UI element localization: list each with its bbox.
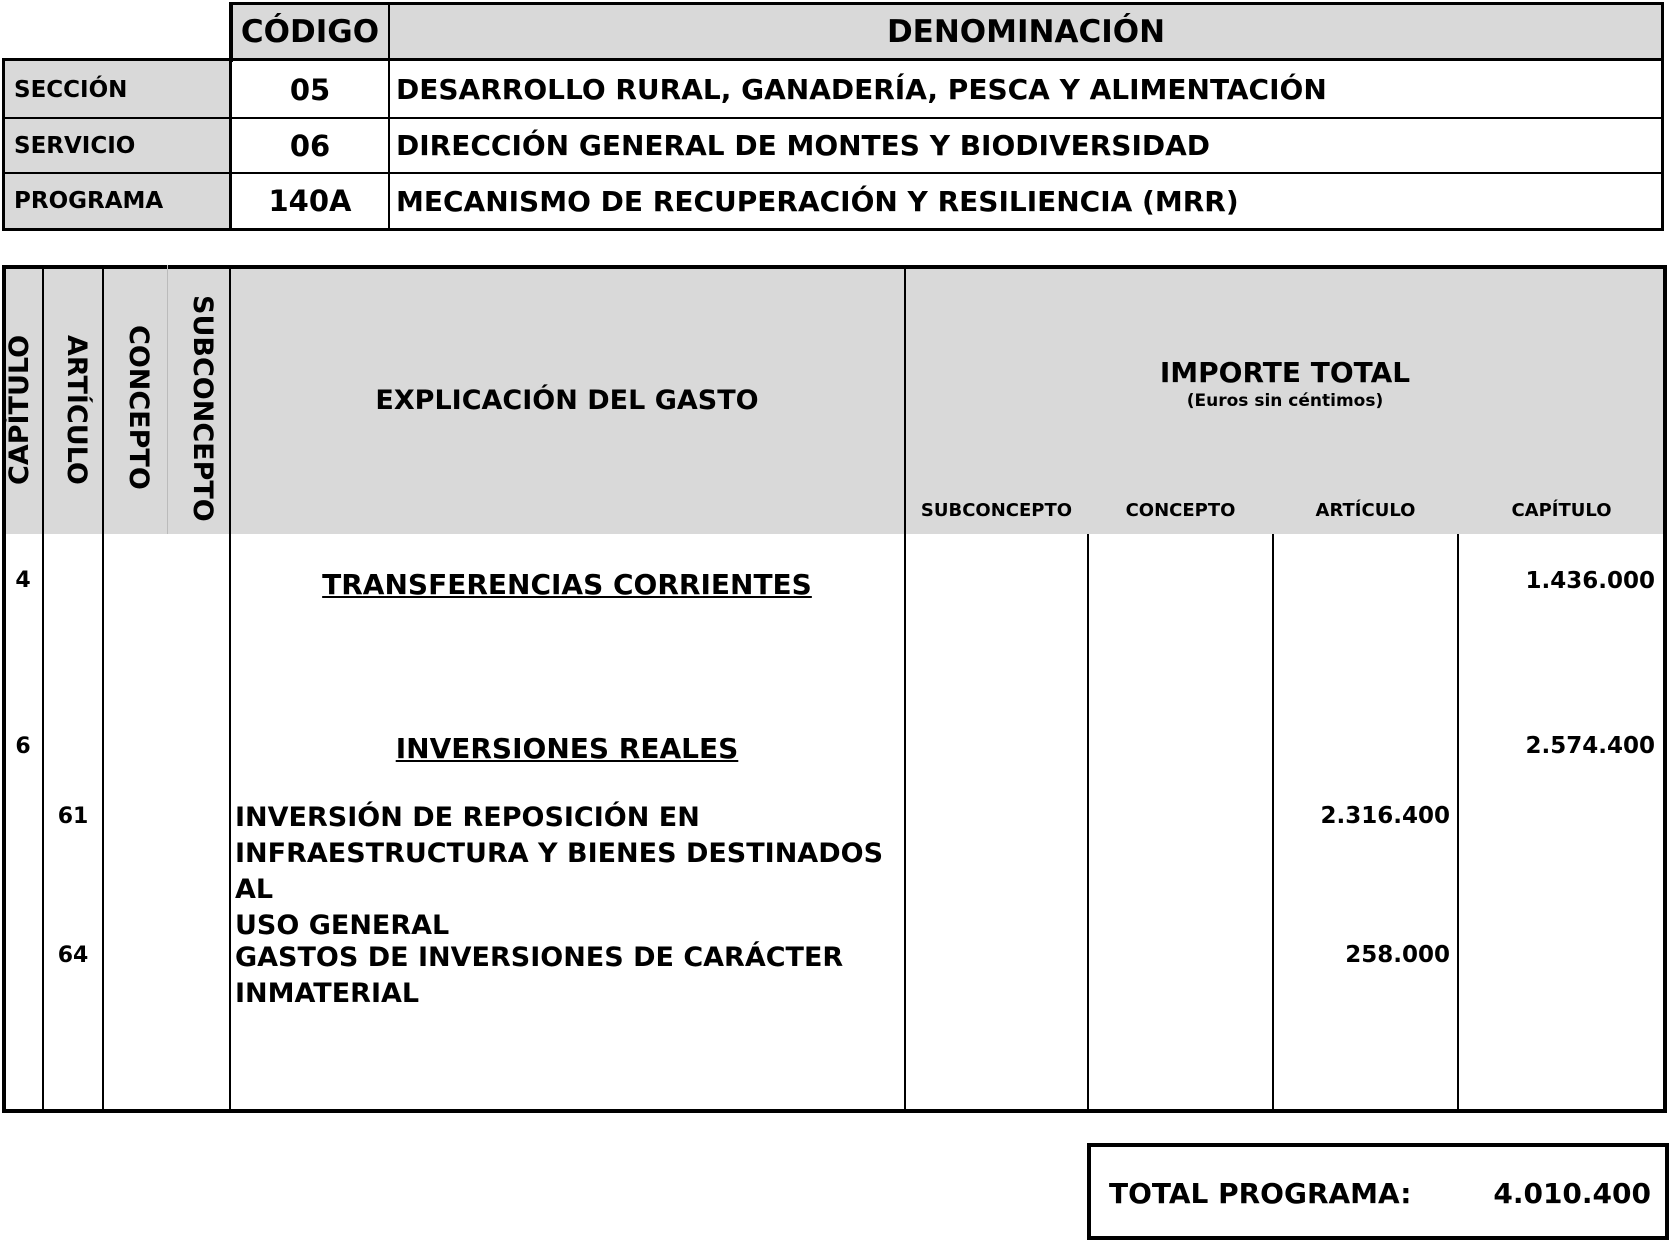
servicio-name: DIRECCIÓN GENERAL DE MONTES Y BIODIVERSIDAD — [396, 129, 1211, 162]
articulo-header: ARTÍCULO — [61, 335, 92, 485]
seccion-label: SECCIÓN — [14, 76, 128, 103]
row-articulo-amount: 258.000 — [1345, 942, 1450, 968]
description-line: INFRAESTRUCTURA Y BIENES DESTINADOS AL — [235, 838, 884, 905]
servicio-code: 06 — [289, 128, 331, 163]
row-section-title: TRANSFERENCIAS CORRIENTES — [322, 568, 812, 601]
description-line: INMATERIAL — [235, 978, 420, 1009]
concepto-header: CONCEPTO — [123, 324, 154, 490]
amount-col-concepto: CONCEPTO — [1125, 500, 1236, 521]
programa-code: 140A — [268, 184, 352, 218]
amount-col-articulo: ARTÍCULO — [1315, 500, 1416, 521]
importe-total-header: IMPORTE TOTAL — [1159, 356, 1411, 389]
row-articulo-amount: 2.316.400 — [1320, 803, 1450, 829]
total-value: 4.010.400 — [1493, 1177, 1651, 1210]
explicacion-header: EXPLICACIÓN DEL GASTO — [375, 385, 759, 416]
capitulo-header: CAPÍTULO — [4, 334, 35, 486]
row-section-title: INVERSIONES REALES — [395, 732, 739, 765]
description-line: USO GENERAL — [235, 910, 450, 941]
amount-col-subconcepto: SUBCONCEPTO — [920, 500, 1073, 521]
row-articulo-code: 61 — [57, 804, 89, 829]
row-capitulo-amount: 1.436.000 — [1525, 568, 1655, 594]
row-description — [235, 940, 900, 1012]
row-articulo-code: 64 — [57, 943, 89, 968]
row-capitulo-amount: 2.574.400 — [1525, 733, 1655, 759]
programa-name: MECANISMO DE RECUPERACIÓN Y RESILIENCIA (MRR) — [396, 184, 1239, 218]
denominacion-header: DENOMINACIÓN — [886, 14, 1166, 50]
programa-label: PROGRAMA — [14, 188, 164, 214]
seccion-name: DESARROLLO RURAL, GANADERÍA, PESCA Y ALIMENTACIÓN — [396, 73, 1327, 106]
row-description — [235, 800, 900, 944]
subconcepto-header: SUBCONCEPTO — [187, 295, 218, 522]
row-capitulo-code: 4 — [15, 568, 31, 593]
description-line: INVERSIÓN DE REPOSICIÓN EN — [235, 802, 700, 833]
seccion-code: 05 — [289, 72, 331, 107]
importe-note: (Euros sin céntimos) — [1186, 391, 1384, 411]
total-box — [1087, 1143, 1669, 1240]
total-label: TOTAL PROGRAMA: — [1109, 1177, 1412, 1210]
servicio-label: SERVICIO — [14, 132, 136, 159]
amount-col-capitulo: CAPÍTULO — [1511, 500, 1612, 521]
row-capitulo-code: 6 — [15, 734, 31, 759]
description-line: GASTOS DE INVERSIONES DE CARÁCTER — [235, 942, 844, 973]
codigo-header: CÓDIGO — [240, 14, 380, 50]
